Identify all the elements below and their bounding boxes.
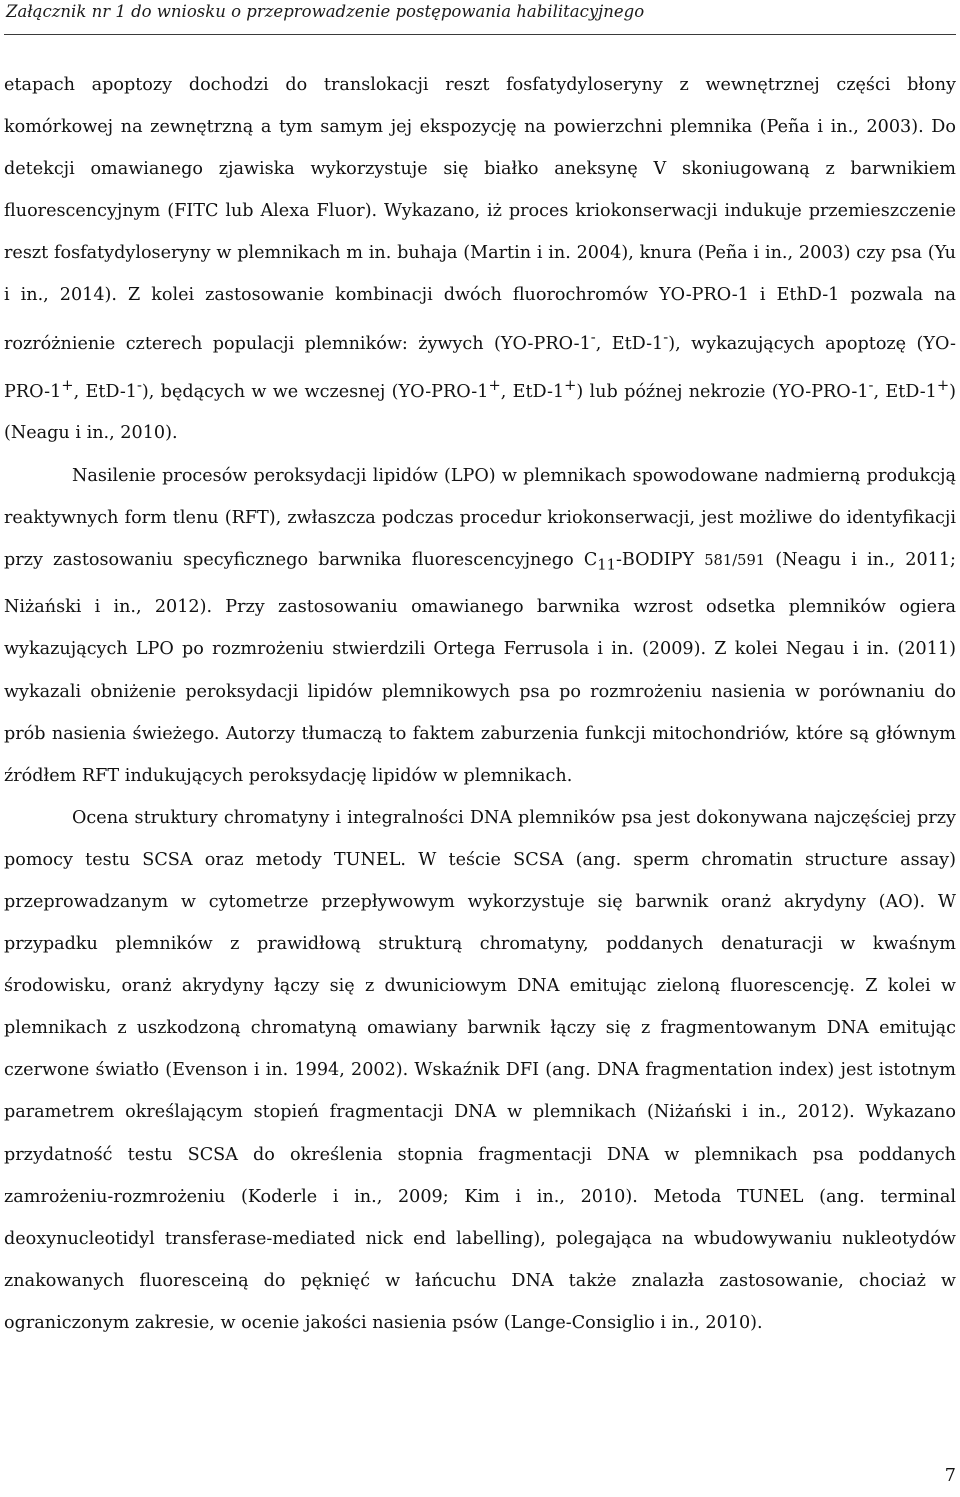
superscript: - xyxy=(590,328,596,346)
superscript: + xyxy=(488,376,501,394)
subscript: 11 xyxy=(597,556,616,574)
paragraph-chromatin xyxy=(4,797,956,1344)
superscript: - xyxy=(663,328,669,346)
superscript: - xyxy=(868,376,874,394)
text-run: (Neagu i in., 2011; Niżański i in., 2012). Przy zastosowaniu omawianego barwnika wzrost odsetka plemników ogiera wykazujących LPO po rozmrożeniu stwierdzili Ortega Ferrusola i in. (2009). Z kolei Negau i in. (2011) wykazali obniżenie peroksydacji lipidów plemnikowych psa po rozmrożeniu nasienia w porównaniu do prób nasienia świeżego. Autorzy tłumaczą to faktem zaburzenia funkcji mitochondriów, które są głównym źródłem RFT indukujących peroksydację lipidów w plemnikach. xyxy=(4,549,956,786)
text-run: Nasilenie procesów peroksydacji lipidów (LPO) w plemnikach spowodowane nadmierną produkcją reaktywnych form tlenu (RFT), zwłaszcza podczas procedur kriokonserwacji, jest możliwe do identyfikacji przy zastosowaniu specyficznego barwnika fluorescencyjnego C xyxy=(4,465,956,570)
text-run: -BODIPY xyxy=(615,549,705,570)
text-run: ) lub późnej nekrozie (YO-PRO-1 xyxy=(576,381,869,402)
paragraph-lipid-peroxidation xyxy=(4,455,956,797)
superscript: + xyxy=(936,376,950,394)
text-run: ), będących w we wczesnej (YO-PRO-1 xyxy=(141,381,489,402)
small-text: 581/591 xyxy=(704,551,766,569)
document-header: Załącznik nr 1 do wniosku o przeprowadzenie postępowania habilitacyjnego xyxy=(6,2,645,21)
text-run: , EtD-1 xyxy=(873,381,937,402)
text-run: etapach apoptozy dochodzi do translokacji reszt fosfatydyloseryny z wewnętrznej części błony komórkowej na zewnętrzną a tym samym jej ekspozycję na powierzchni plemnika (Peña i in., 2003). Do detekcji omawianego zjawiska wykorzystuje się białko aneksynę V skoniugowaną z barwnikiem fluorescencyjnym (FITC lub Alexa Fluor). Wykazano, iż proces kriokonserwacji indukuje przemieszczenie reszt fosfatydyloseryny w plemnikach m in. buhaja (Martin i in. 2004), knura (Peña i in., 2003) czy psa (Yu i in., 2014). Z kolei zastosowanie kombinacji dwóch fluorochromów YO-PRO-1 i EthD-1 pozwala na rozróżnienie czterech populacji plemników: żywych (YO-PRO-1 xyxy=(4,75,956,354)
text-run: , EtD-1 xyxy=(73,381,137,402)
text-run: ) (Neagu i in., 2010). xyxy=(4,381,957,444)
document-body xyxy=(4,64,956,1344)
text-run: , EtD-1 xyxy=(595,333,664,354)
superscript: + xyxy=(564,376,577,394)
text-run: Ocena struktury chromatyny i integralności DNA plemników psa jest dokonywana najczęściej przy pomocy testu SCSA oraz metody TUNEL. W teście SCSA (ang. sperm chromatin structure assay) przeprowadzanym w cytometrze przepływowym wykorzystuje się barwnik oranż akrydyny (AO). W przypadku plemników z prawidłową strukturą chromatyny, poddanych denaturacji w kwaśnym środowisku, oranż akrydyny łączy się z dwuniciowym DNA emitując zieloną fluorescencję. Z kolei w plemnikach z uszkodzoną chromatyną omawiany barwnik łączy się z fragmentowanym DNA emitując czerwone światło (Evenson i in. 1994, 2002). Wskaźnik DFI (ang. DNA fragmentation index) jest istotnym parametrem określającym stopień fragmentacji DNA w plemnikach (Niżański i in., 2012). Wykazano przydatność testu SCSA do określenia stopnia fragmentacji DNA w plemnikach psa poddanych zamrożeniu-rozmrożeniu (Koderle i in., 2009; Kim i in., 2010). Metoda TUNEL (ang. terminal deoxynucleotidyl transferase-mediated nick end labelling), polegająca na wbudowywaniu nukleotydów znakowanych fluoresceiną do pęknięć w łańcuchu DNA także znalazła zastosowanie, chociaż w ograniczonym zakresie, w ocenie jakości nasienia psów (Lange-Consiglio i in., 2010). xyxy=(4,807,956,1333)
text-run: ), wykazujących apoptozę (YO-PRO-1 xyxy=(4,333,956,402)
superscript: - xyxy=(136,376,142,394)
text-run: , EtD-1 xyxy=(500,381,565,402)
superscript: + xyxy=(61,376,74,394)
page-number: 7 xyxy=(944,1466,956,1486)
paragraph-apoptosis xyxy=(4,64,956,455)
header-divider xyxy=(4,34,956,35)
